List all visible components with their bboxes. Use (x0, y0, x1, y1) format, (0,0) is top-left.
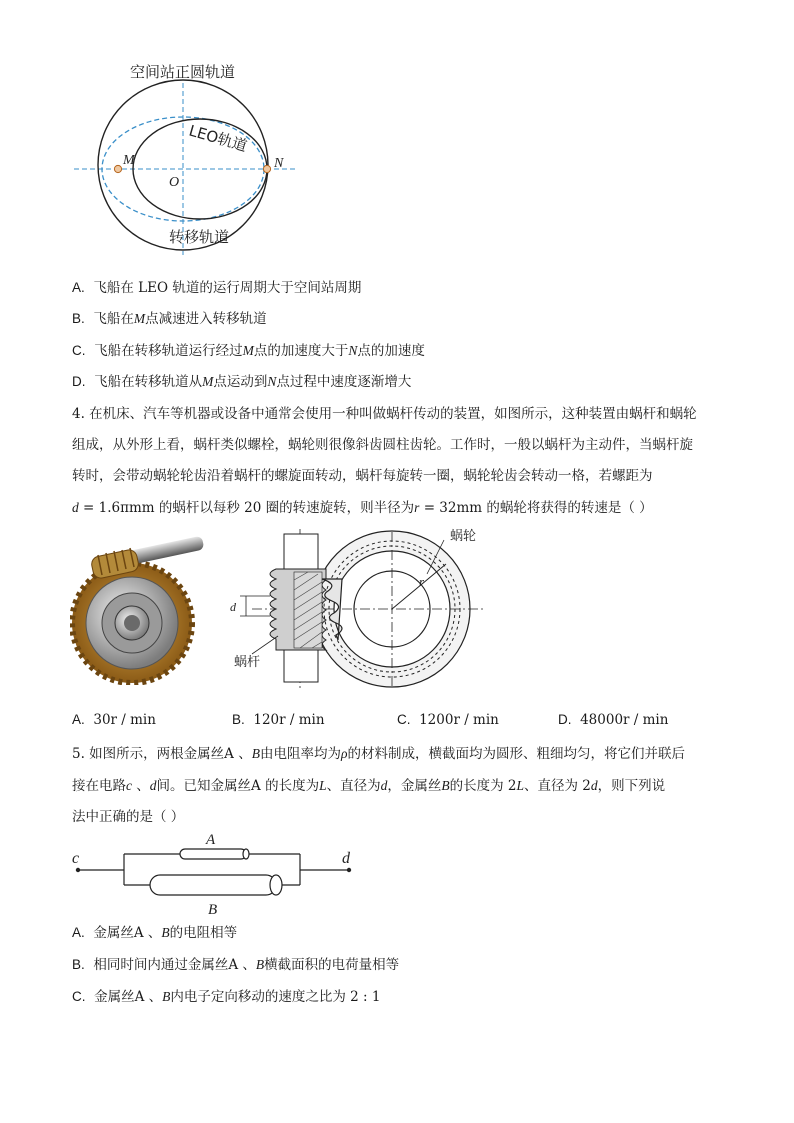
q3-option-c: C. 飞船在转移轨道运行经过M点的加速度大于N点的加速度 (72, 343, 425, 359)
q4-option-a: A. 30r / min (72, 712, 156, 728)
q3-option-b: B. 飞船在M点减速进入转移轨道 (72, 311, 267, 327)
label-leo: LEO轨道 (186, 121, 250, 156)
label-o: O (169, 175, 180, 190)
label-worm-wheel: 蜗轮 (450, 529, 477, 544)
q4-line-1: 4. 在机床、汽车等机器或设备中通常会使用一种叫做蜗杆传动的装置，如图所示，这种装置由蜗杆和蜗轮 (72, 406, 697, 422)
q4-option-c: C. 1200r / min (397, 712, 499, 728)
q5-line-1: 5. 如图所示，两根金属丝A 、B由电阻率均为ρ的材料制成，横截面均为圆形、粗细均匀，将它们并联后 (72, 746, 685, 762)
label-b: B (208, 902, 218, 918)
label-n: N (274, 156, 284, 171)
q3-option-a: A. 飞船在 LEO 轨道的运行周期大于空间站周期 (72, 280, 362, 296)
label-c: c (72, 850, 80, 867)
q4-line-4: d = 1.6πmm 的蜗杆以每秒 20 圈的转速旋转，则半径为r = 32mm 的蜗轮将获得的转速是（ ） (72, 500, 653, 516)
worm-gear-photo (70, 535, 205, 685)
label-r: r (419, 574, 425, 589)
q4-line-3: 转时，会带动蜗轮轮齿沿着蜗杆的螺旋面转动，蜗杆每旋转一圈，蜗轮轮齿会转动一格，若螺距为 (72, 468, 653, 484)
orbit-title: 空间站正圆轨道 (130, 63, 236, 81)
q5-option-c: C. 金属丝A 、B内电子定向移动的速度之比为 2 : 1 (72, 989, 381, 1005)
q3-option-d: D. 飞船在转移轨道从M点运动到N点过程中速度逐渐增大 (72, 374, 412, 390)
q4-option-b: B. 120r / min (232, 712, 325, 728)
q5-stem (72, 738, 732, 833)
wire-a (180, 849, 249, 859)
label-d: d (230, 600, 236, 614)
point-n (263, 165, 270, 172)
q5-option-b: B. 相同时间内通过金属丝A 、B横截面积的电荷量相等 (72, 957, 400, 973)
label-m: M (123, 153, 135, 168)
worm-gear-diagram (222, 524, 502, 694)
q4-option-d: D. 48000r / min (558, 712, 669, 728)
label-transfer: 转移轨道 (169, 228, 230, 246)
label-a: A (206, 832, 216, 848)
point-m (114, 165, 121, 172)
q5-line-3: 法中正确的是（ ） (72, 809, 185, 825)
q5-option-a: A. 金属丝A 、B的电阻相等 (72, 925, 238, 941)
q4-stem (72, 399, 732, 524)
q4-line-2: 组成，从外形上看，蜗杆类似螺栓，蜗轮则很像斜齿圆柱齿轮。工作时，一般以蜗杆为主动件，当蜗杆旋 (72, 437, 693, 453)
circuit-diagram (68, 828, 368, 920)
wire-b (150, 875, 282, 895)
label-worm: 蜗杆 (234, 655, 261, 670)
label-d: d (342, 850, 350, 867)
q5-line-2: 接在电路c 、d间。已知金属丝A 的长度为L、直径为d，金属丝B的长度为 2L、直径为 2d，则下列说 (72, 778, 666, 794)
orbit-figure (68, 55, 308, 265)
